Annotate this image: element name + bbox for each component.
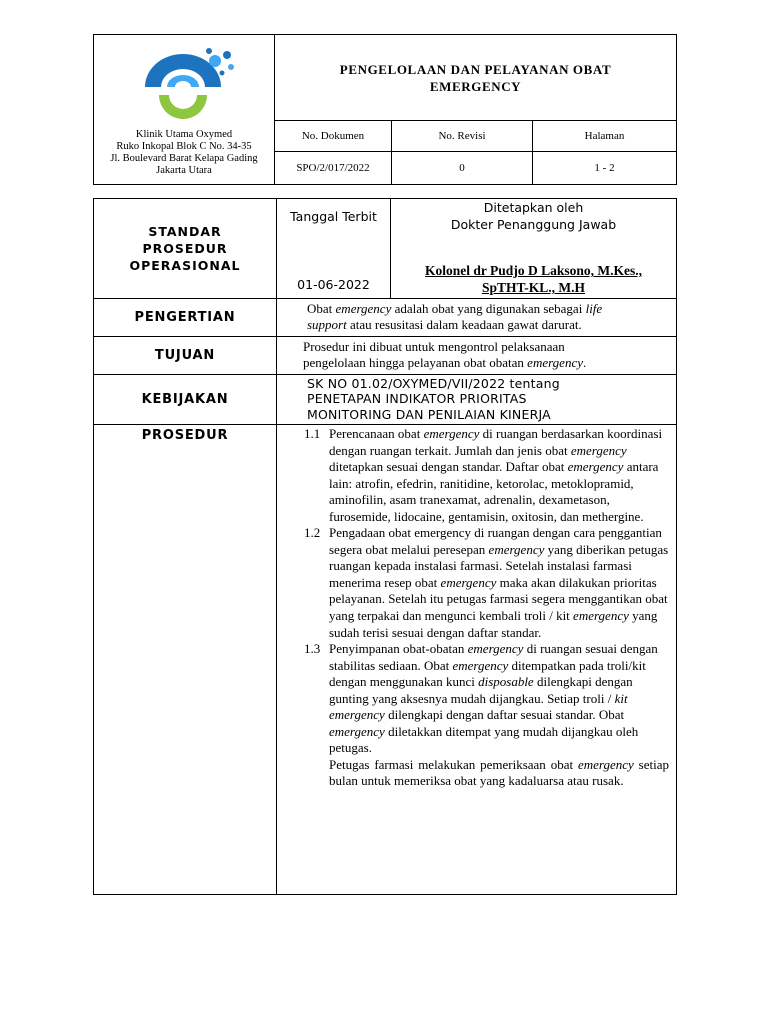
- clinic-address-2: Jl. Boulevard Barat Kelapa Gading: [110, 153, 258, 164]
- tujuan-label: TUJUAN: [94, 337, 277, 375]
- sop-table: [93, 198, 677, 895]
- sop-label-line1: STANDAR: [148, 224, 222, 239]
- procedure-number: 1.3: [304, 641, 321, 657]
- page-value: 1 - 2: [533, 152, 677, 185]
- revision-label: No. Revisi: [392, 121, 533, 152]
- procedure-number: 1.2: [304, 525, 321, 541]
- issue-date-cell: [277, 199, 391, 299]
- clinic-name: Klinik Utama Oxymed: [135, 129, 233, 140]
- clinic-logo-icon: [129, 43, 239, 125]
- sop-label-line2: PROSEDUR: [142, 241, 228, 256]
- procedure-note: Petugas farmasi melakukan pemeriksaan obat emergency setiap bulan untuk memeriksa obat yang kadaluarsa atau rusak.: [329, 756, 670, 789]
- document-title: [275, 35, 677, 121]
- kebijakan-label: KEBIJAKAN: [94, 375, 277, 425]
- issue-date-label: Tanggal Terbit: [290, 209, 377, 224]
- set-by-line1: Ditetapkan oleh: [483, 200, 584, 215]
- kebijakan-line3: MONITORING DAN PENILAIAN KINERJA: [307, 406, 551, 422]
- set-by-line2: Dokter Penanggung Jawab: [450, 217, 617, 232]
- clinic-info: [94, 125, 274, 177]
- procedure-text: Pengadaan obat emergency di ruangan dengan cara penggantian segera obat melalui peresepan emergency yang diberikan petugas ruangan kepada instalasi farmasi. Setelah instalasi farmasi menerima resep obat emergency maka akan dilakukan prioritas pelayanan. Setelah itu petugas farmasi segera menggantikan obat yang terpakai dan mengunci kembali troli / kit emergency yang sudah terisi sesuai dengan daftar standar.: [329, 525, 669, 640]
- signer-name: [391, 262, 676, 296]
- pengertian-label: PENGERTIAN: [94, 299, 277, 337]
- procedure-item: [304, 426, 669, 525]
- revision-value: 0: [392, 152, 533, 185]
- document-header: [93, 34, 677, 185]
- clinic-address-3: Jakarta Utara: [156, 165, 212, 176]
- document-title-line1: PENGELOLAAN DAN PELAYANAN OBAT: [339, 61, 612, 77]
- procedure-text: Penyimpanan obat-obatan emergency di ruangan sesuai dengan stabilitas sediaan. Obat emergency ditempatkan pada troli/kit dengan menggunakan kunci disposable dilengkapi dengan gunting yang aksesnya mudah dijangkau. Setiap troli / kit emergency dilengkapi dengan daftar sesuai standar. Obat emergency diletakkan ditempat yang mudah dijangkau oleh petugas.: [329, 641, 658, 756]
- sop-label-line3: OPERASIONAL: [129, 258, 241, 273]
- clinic-address-1: Ruko Inkopal Blok C No. 34-35: [116, 141, 252, 152]
- document-title-line2: EMERGENCY: [429, 78, 522, 94]
- issue-date-value: 01-06-2022: [297, 277, 370, 292]
- procedure-item: [304, 525, 669, 641]
- signer-line1: Kolonel dr Pudjo D Laksono, M.Kes.,: [425, 263, 642, 278]
- procedure-text: Perencanaan obat emergency di ruangan berdasarkan koordinasi dengan ruangan terkait. Jumlah dan jenis obat emergency ditetapkan sesuai dengan standar. Daftar obat emergency antara lain: atrofin, efedrin, ranitidine, ketorolac, metoklopramid, aminofilin, asam tranexamat, adrenalin, dexametason, furosemide, lidocaine, gentamisin, oxitosin, dan methergine.: [329, 426, 663, 524]
- pengertian-content: Obat emergency adalah obat yang digunakan sebagai life support atau resusitasi dalam keadaan gawat darurat.: [277, 299, 677, 337]
- approval-cell: [391, 199, 677, 299]
- procedure-number: 1.1: [304, 426, 321, 441]
- prosedur-content: [277, 425, 677, 895]
- kebijakan-content: [277, 375, 677, 425]
- page-label: Halaman: [533, 121, 677, 152]
- clinic-logo-cell: [94, 35, 275, 185]
- tujuan-content: Prosedur ini dibuat untuk mengontrol pelaksanaan pengelolaan hingga pelayanan obat obatan emergency.: [277, 337, 677, 375]
- kebijakan-line2: PENETAPAN INDIKATOR PRIORITAS: [307, 391, 527, 407]
- doc-no-value: SPO/2/017/2022: [275, 152, 392, 185]
- prosedur-label: PROSEDUR: [94, 425, 277, 895]
- signer-line2: SpTHT-KL., M.H: [481, 280, 586, 295]
- doc-no-label: No. Dokumen: [275, 121, 392, 152]
- sop-label: [94, 199, 277, 299]
- kebijakan-line1: SK NO 01.02/OXYMED/VII/2022 tentang: [307, 375, 560, 391]
- procedure-item: [304, 641, 669, 757]
